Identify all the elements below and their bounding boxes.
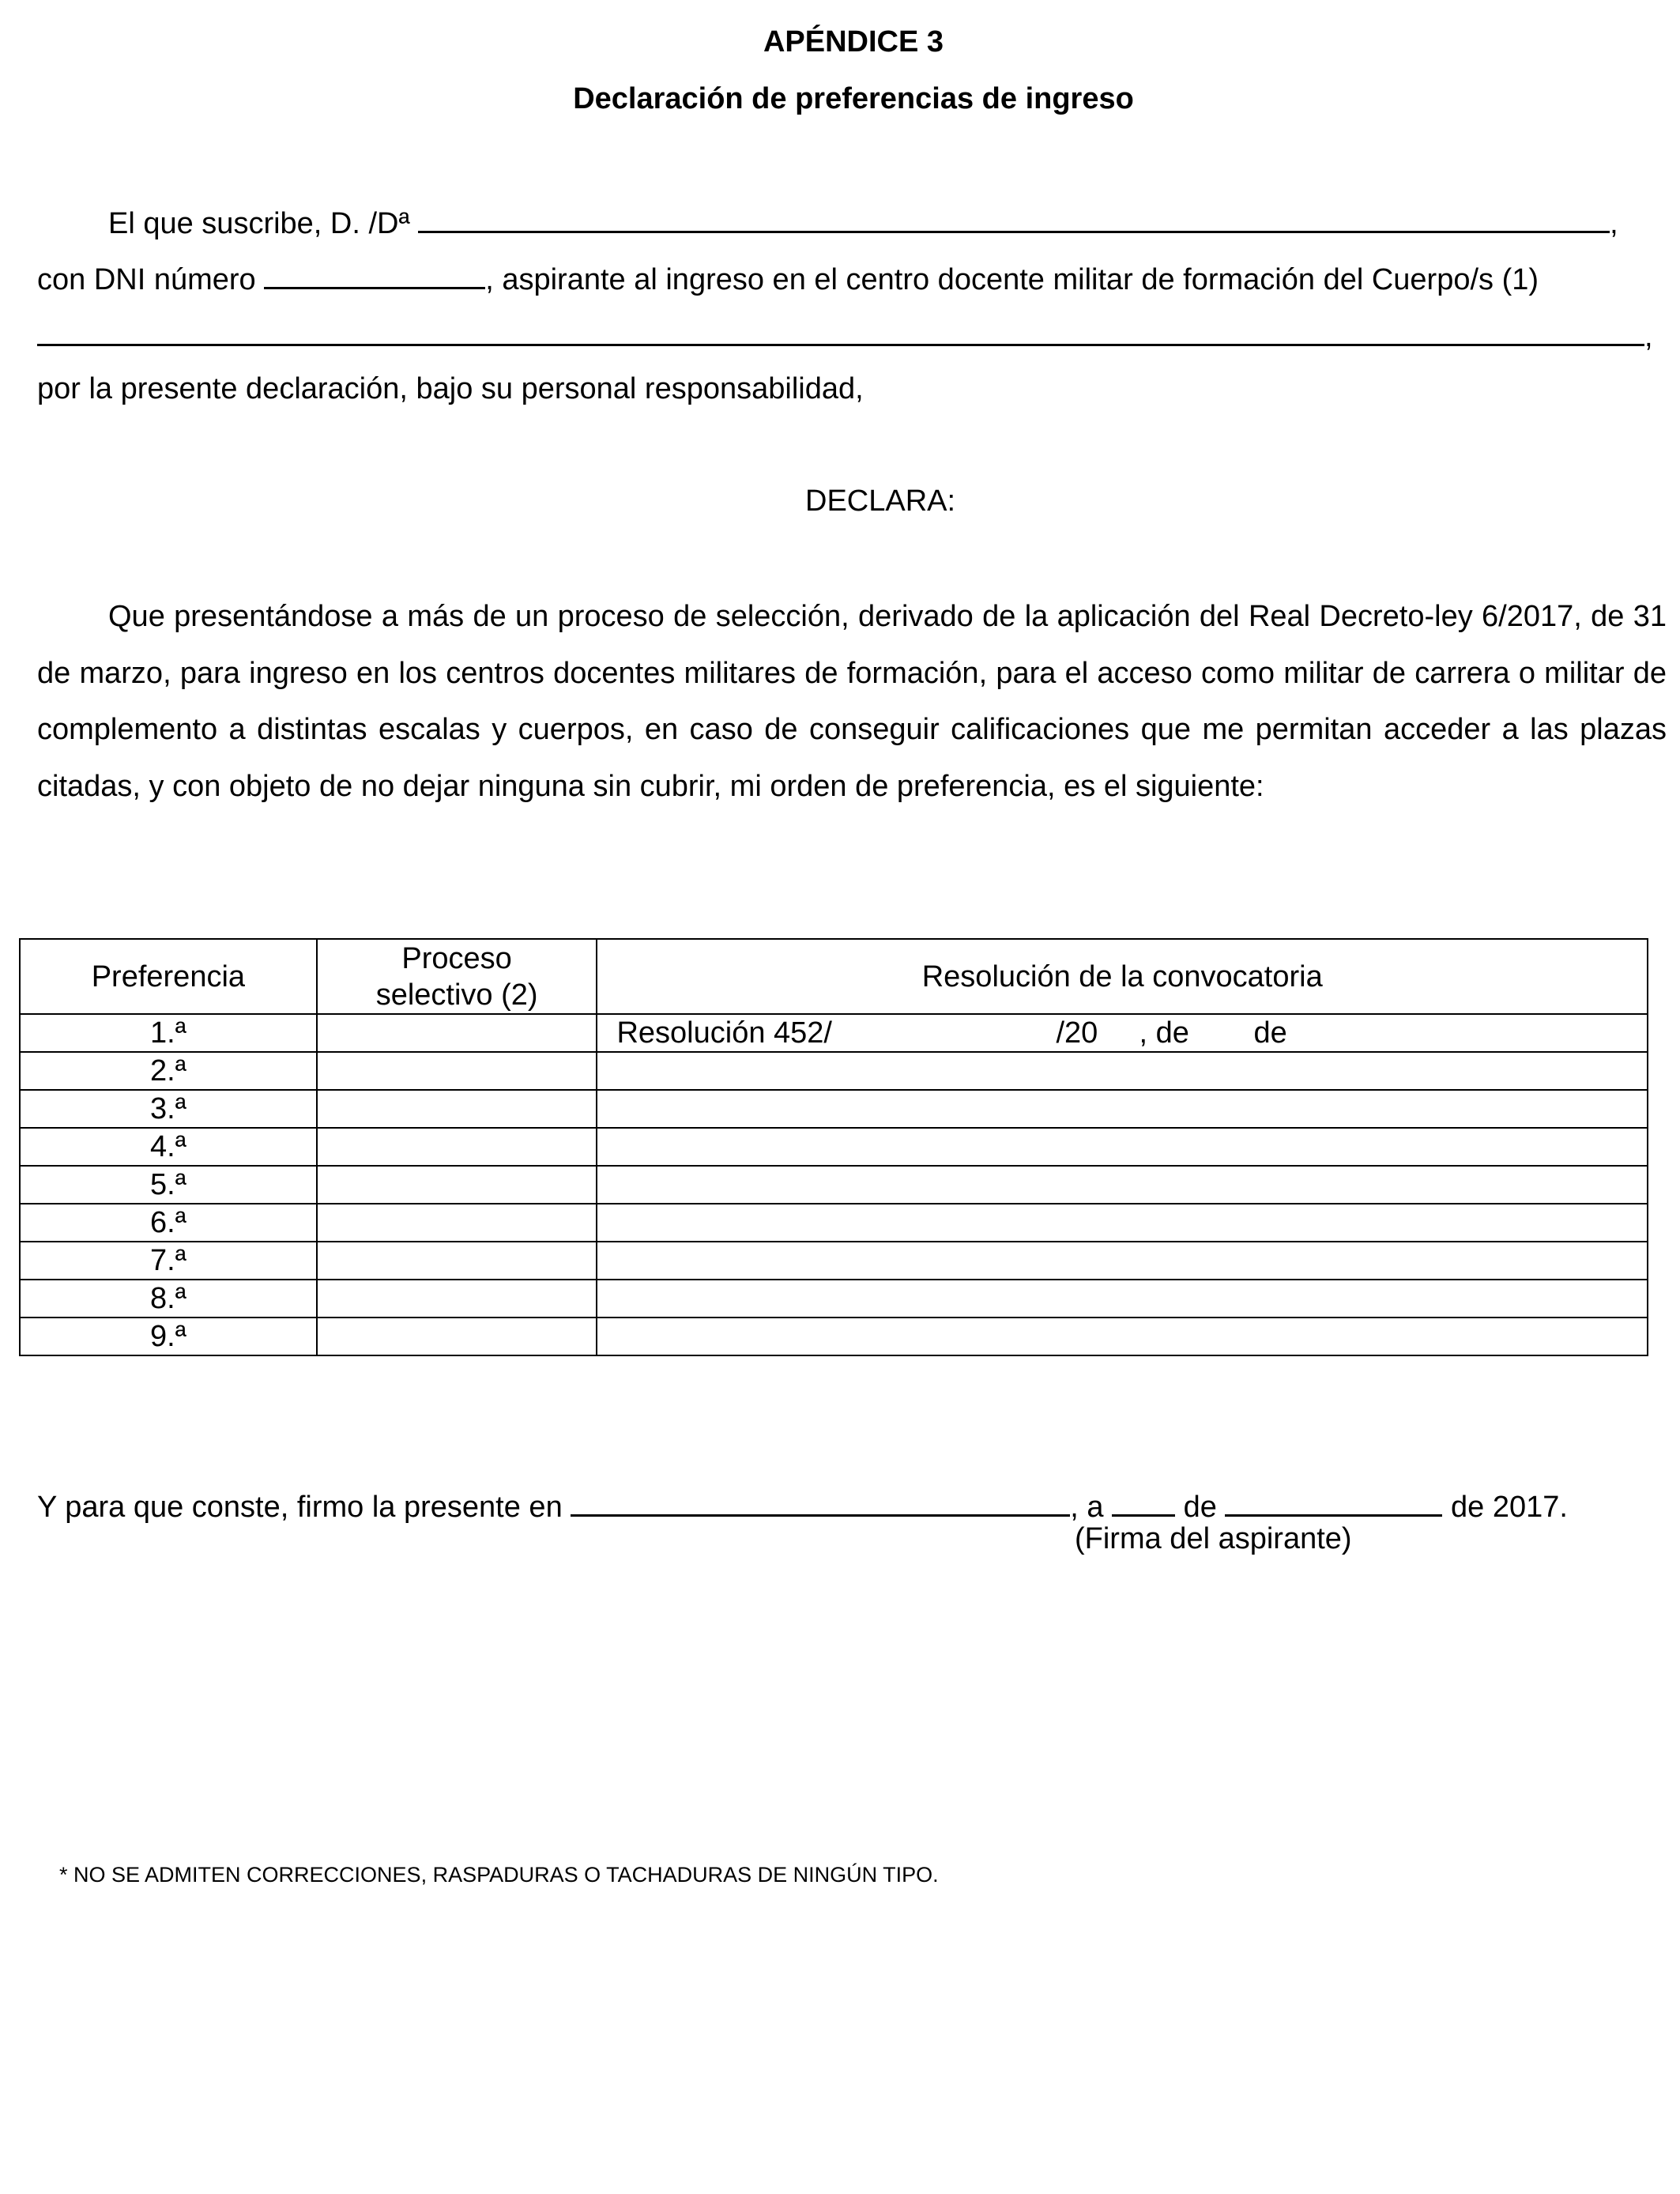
pref-cell: 7.ª	[20, 1242, 317, 1280]
intro-line-2	[37, 258, 1539, 297]
resolucion-cell[interactable]	[597, 1242, 1648, 1280]
dni-field[interactable]	[264, 258, 485, 289]
proceso-cell[interactable]	[317, 1128, 597, 1166]
intro-line-1: El que suscribe, D. /Dª ,	[37, 202, 1618, 241]
suscribe-label: El que suscribe, D. /Dª	[108, 207, 410, 240]
proceso-cell[interactable]	[317, 1280, 597, 1318]
table-row	[20, 1052, 1648, 1090]
pref-cell: 9.ª	[20, 1318, 317, 1355]
resolucion-cell[interactable]	[597, 1166, 1648, 1204]
pref-cell: 8.ª	[20, 1280, 317, 1318]
table-row	[20, 1204, 1648, 1242]
pref-cell: 5.ª	[20, 1166, 317, 1204]
proceso-cell[interactable]	[317, 1318, 597, 1355]
header-preferencia: Preferencia	[20, 939, 317, 1014]
header-proceso: Proceso selectivo (2)	[317, 939, 597, 1014]
header-resolucion: Resolución de la convocatoria	[597, 939, 1648, 1014]
cuerpo-label: , aspirante al ingreso en el centro docente militar de formación del Cuerpo/s (1)	[485, 263, 1539, 296]
resolucion-cell[interactable]	[597, 1052, 1648, 1090]
resolucion-cell[interactable]	[597, 1128, 1648, 1166]
pref-cell: 4.ª	[20, 1128, 317, 1166]
proceso-cell[interactable]	[317, 1204, 597, 1242]
closing-line: Y para que conste, firmo la presente en , a de de 2017.	[37, 1486, 1568, 1525]
resolucion-de-1: , de	[1139, 1016, 1189, 1050]
day-field[interactable]	[1112, 1486, 1175, 1517]
table-row	[20, 1128, 1648, 1166]
cuerpo-field[interactable]	[37, 315, 1644, 346]
resolucion-cell[interactable]	[597, 1318, 1648, 1355]
footnote: * NO SE ADMITEN CORRECCIONES, RASPADURAS O TACHADURAS DE NINGÚN TIPO.	[59, 1863, 939, 1887]
resolucion-cell[interactable]	[597, 1090, 1648, 1128]
intro-line-4: por la presente declaración, bajo su personal responsabilidad,	[37, 372, 864, 405]
declara-heading: DECLARA:	[805, 484, 956, 518]
table-row	[20, 1166, 1648, 1204]
intro-line-3: ,	[37, 315, 1653, 354]
resolucion-de-2: de	[1253, 1016, 1287, 1050]
table-header-row	[20, 939, 1648, 1014]
name-field[interactable]	[418, 202, 1610, 233]
pref-cell: 1.ª	[20, 1014, 317, 1052]
proceso-cell[interactable]	[317, 1090, 597, 1128]
proceso-cell[interactable]	[317, 1014, 597, 1052]
resolucion-year: /20	[1056, 1016, 1098, 1050]
table-row	[20, 1318, 1648, 1355]
proceso-cell[interactable]	[317, 1166, 597, 1204]
table-row	[20, 1242, 1648, 1280]
resolucion-prefix: Resolución 452/	[616, 1016, 832, 1050]
body-paragraph: Que presentándose a más de un proceso de selección, derivado de la aplicación del Real Decreto-ley 6/2017, de 31 de marzo, para ingreso en los centros docentes militares de formación, para el acceso como militar de carrera o militar de complemento a distintas escalas y cuerpos, en caso de conseguir calificaciones que me permitan acceder a las plazas citadas, y con objeto de no dejar ninguna sin cubrir, mi orden de preferencia, es el siguiente:	[37, 600, 1667, 803]
pref-cell: 2.ª	[20, 1052, 317, 1090]
resolucion-cell[interactable]	[597, 1014, 1648, 1052]
table-row	[20, 1280, 1648, 1318]
resolucion-cell[interactable]	[597, 1204, 1648, 1242]
proceso-cell[interactable]	[317, 1242, 597, 1280]
table-row	[20, 1090, 1648, 1128]
closing-prefix: Y para que conste, firmo la presente en	[37, 1491, 563, 1524]
document-subtitle: Declaración de preferencias de ingreso	[573, 82, 1134, 115]
signature-label: (Firma del aspirante)	[1075, 1522, 1352, 1555]
pref-cell: 3.ª	[20, 1090, 317, 1128]
place-field[interactable]	[571, 1486, 1070, 1517]
month-field[interactable]	[1225, 1486, 1442, 1517]
table-row	[20, 1014, 1648, 1052]
pref-cell: 6.ª	[20, 1204, 317, 1242]
resolucion-cell[interactable]	[597, 1280, 1648, 1318]
proceso-cell[interactable]	[317, 1052, 597, 1090]
preferences-table	[19, 938, 1648, 1356]
dni-label: con DNI número	[37, 263, 256, 296]
document-title: APÉNDICE 3	[763, 25, 944, 58]
